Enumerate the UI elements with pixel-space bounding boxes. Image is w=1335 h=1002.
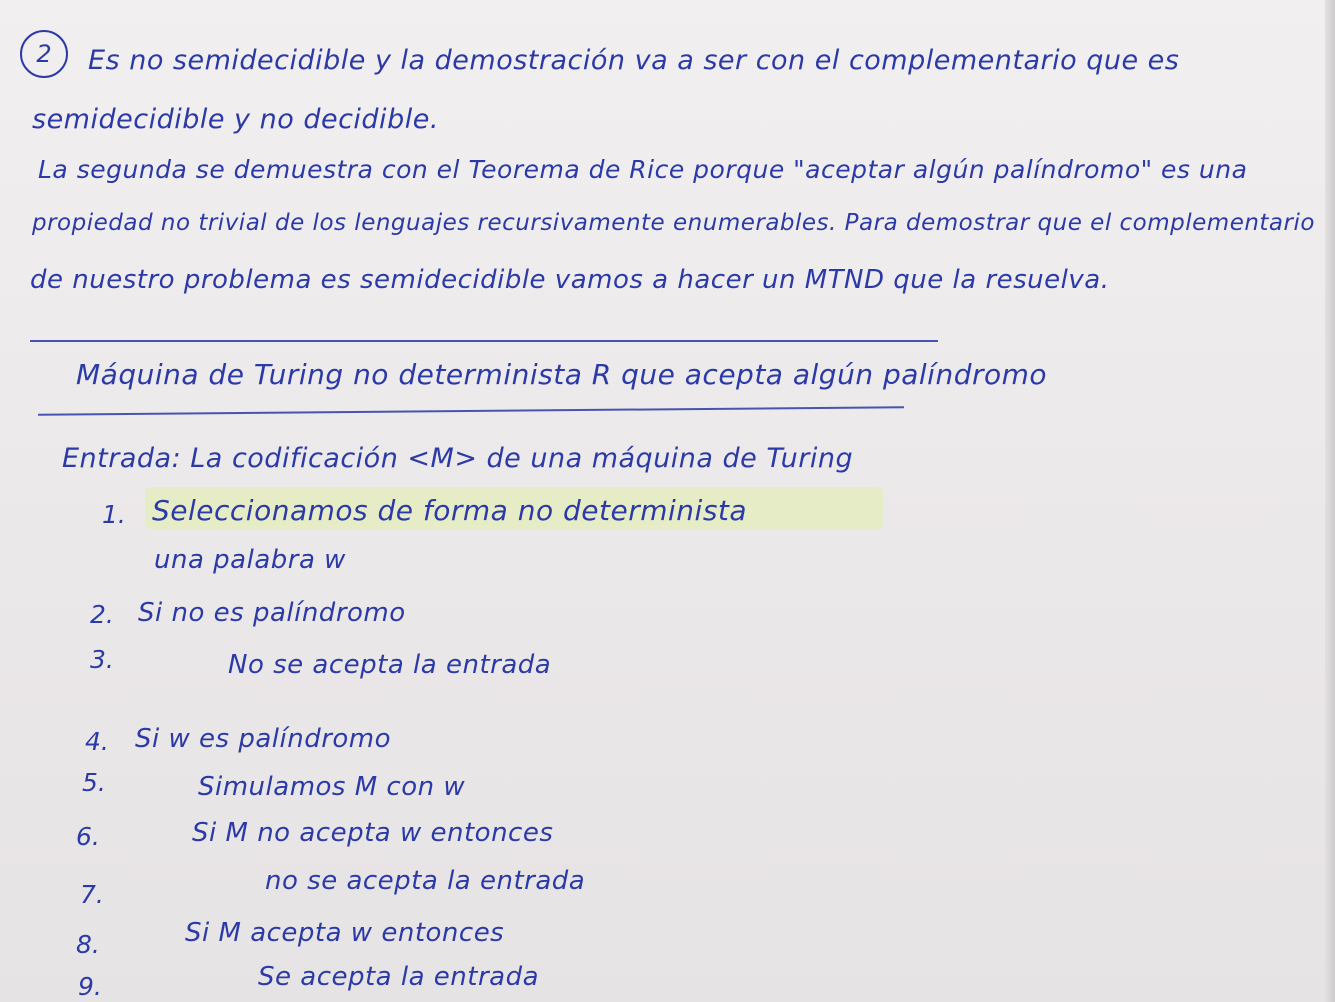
step-6-number: 6. bbox=[76, 822, 100, 851]
step-3-number: 3. bbox=[90, 645, 114, 674]
step-6-text: Si M no acepta w entonces bbox=[192, 818, 554, 848]
machine-title: Máquina de Turing no determinista R que acepta algún palíndromo bbox=[76, 358, 1048, 391]
step-5-text: Simulamos M con w bbox=[198, 772, 466, 802]
step-9-number: 9. bbox=[78, 972, 102, 1001]
step-3-text: No se acepta la entrada bbox=[228, 650, 552, 680]
step-1-number: 1. bbox=[102, 500, 126, 529]
paragraph-line-5: de nuestro problema es semidecidible vamos a hacer un MTND que la resuelva. bbox=[30, 265, 1110, 295]
step-4-text: Si w es palíndromo bbox=[135, 724, 392, 754]
title-rule-top bbox=[30, 340, 938, 342]
step-7-number: 7. bbox=[80, 880, 104, 909]
step-8-number: 8. bbox=[76, 930, 100, 959]
step-2-text: Si no es palíndromo bbox=[138, 598, 406, 628]
paragraph-line-3: La segunda se demuestra con el Teorema de Rice porque "aceptar algún palíndromo" es una bbox=[38, 155, 1248, 184]
question-number: 2 bbox=[20, 30, 68, 78]
paragraph-line-4: propiedad no trivial de los lenguajes recursivamente enumerables. Para demostrar que el complementario bbox=[32, 210, 1315, 236]
step-2-number: 2. bbox=[90, 600, 114, 629]
step-1-continuation: una palabra w bbox=[154, 545, 346, 575]
paragraph-line-2: semidecidible y no decidible. bbox=[32, 104, 439, 135]
step-4-number: 4. bbox=[85, 727, 109, 756]
step-9-text: Se acepta la entrada bbox=[258, 962, 540, 992]
machine-input: Entrada: La codificación <M> de una máquina de Turing bbox=[62, 443, 854, 474]
step-7-text: no se acepta la entrada bbox=[265, 866, 586, 896]
paragraph-line-1: Es no semidecidible y la demostración va a ser con el complementario que es bbox=[88, 45, 1180, 76]
step-8-text: Si M acepta w entonces bbox=[185, 918, 505, 948]
paper-edge bbox=[1325, 0, 1335, 1002]
step-1-text: Seleccionamos de forma no determinista bbox=[152, 494, 748, 527]
step-5-number: 5. bbox=[82, 768, 106, 797]
